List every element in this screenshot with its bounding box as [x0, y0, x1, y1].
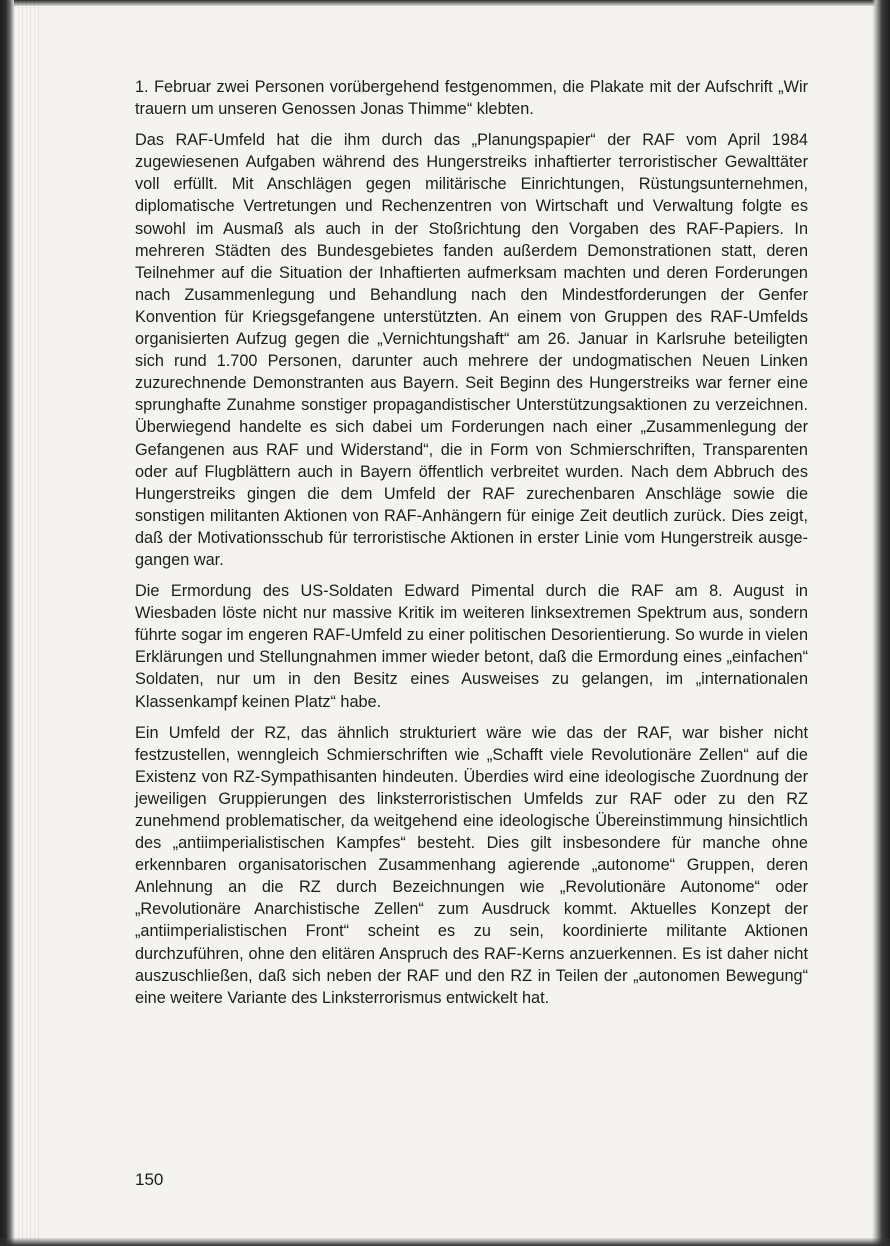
page-number: 150	[135, 1170, 164, 1189]
scan-edge-top	[0, 0, 890, 6]
scan-edge-right	[872, 0, 890, 1246]
paragraph-3: Die Ermordung des US-Soldaten Edward Pimental durch die RAF am 8. August in Wiesbaden löste nicht nur massive Kritik im weiteren linksextremen Spektrum aus, sondern führte sogar im engeren RAF-Umfeld zu einer politischen Desorientierung. So wurde in vielen Erklärungen und Stellungnahmen immer wieder betont, daß die Ermordung eines „einfachen“ Soldaten, nur um in den Besitz eines Ausweises zu gelangen, im „internationalen Klassenkampf keinen Platz“ habe.	[135, 582, 808, 711]
scan-edge-left	[0, 0, 14, 1246]
paragraph-4: Ein Umfeld der RZ, das ähnlich strukturiert wäre wie das der RAF, war bisher nicht festzustellen, wenngleich Schmierschriften wie „Schafft viele Revolutionäre Zellen“ auf die Existenz von RZ-Sympathisanten hindeuten. Überdies wird eine ideologische Zuordnung der jeweiligen Gruppierungen des linksterroristischen Umfelds zur RAF oder zu den RZ zunehmend problematischer, da weitgehend eine ideologische Übereinstimmung hinsichtlich des „antiimperialistischen Kampfes“ besteht. Dies gilt insbesondere für manche ohne erkennbaren organisatorischen Zusammenhang agierende „autonome“ Gruppen, deren Anlehnung an die RZ durch Bezeichnungen wie „Revolutionäre Autonome“ oder „Revolutionäre Anarchistische Zellen“ zum Ausdruck kommt. Aktuelles Konzept der „antiimperialistischen Front“ scheint es zu sein, koordinierte militante Aktionen durchzuführen, ohne den elitären Anspruch des RAF-Kerns anzuerkennen. Es ist daher nicht auszuschließen, daß sich neben der RAF und den RZ in Teilen der „autonomen Bewegung“ eine weitere Variante des Linksterrorismus entwickelt hat.	[135, 723, 808, 1007]
paragraph-2: Das RAF-Umfeld hat die ihm durch das „Planungspapier“ der RAF vom April 1984 zugewiesenen Aufgaben während des Hungerstreiks inhaftierter terroristischer Gewalttäter voll erfüllt. Mit Anschlägen gegen militärische Einrichtungen, Rüstungsunternehmen, diplomatische Vertretungen und Rechenzentren von Wirtschaft und Verwaltung folgte es sowohl im Ausmaß als auch in der Stoßrichtung den Vorgaben des RAF-Papiers. In mehreren Städten des Bundesgebietes fanden außerdem Demonstrationen statt, deren Teilnehmer auf die Situation der Inhaftierten aufmerksam machten und deren Forderungen nach Zusammenlegung und Behandlung nach den Mindestforderungen der Genfer Konvention für Kriegsgefangene unterstützten. An einem von Gruppen des RAF-Umfelds organisierten Aufzug gegen die „Vernichtungshaft“ am 26. Januar in Karlsruhe beteiligten sich rund 1.700 Personen, darunter auch mehrere der undogmatischen Neuen Linken zuzurechnende Demonstranten aus Bayern. Seit Beginn des Hungerstreiks war ferner eine sprunghafte Zunahme sonstiger propagandistischer Unterstützungsaktionen zu verzeichnen. Überwiegend handelte es sich dabei um Forderungen nach einer „Zusammenlegung der Gefangenen aus RAF und Widerstand“, die in Form von Schmierschriften, Transparenten oder auf Flugblättern auch in Bayern öffentlich verbreitet wurden. Nach dem Abbruch des Hungerstreiks gingen die dem Umfeld der RAF zurechenbaren Anschläge sowie die sonstigen militanten Aktionen von RAF-Anhängern für einige Zeit deutlich zurück. Dies zeigt, daß der Motivationsschub für terroristische Aktionen in erster Linie vom Hungerstreik ausgegangen war.	[135, 131, 808, 569]
scan-edge-left-texture	[14, 0, 40, 1246]
paragraph-1: 1. Februar zwei Personen vorübergehend festgenommen, die Plakate mit der Aufschrift „Wir trauern um unseren Genossen Jonas Thimme“ klebten.	[135, 78, 808, 119]
body-text	[135, 76, 808, 1018]
scan-edge-bottom	[0, 1238, 890, 1246]
